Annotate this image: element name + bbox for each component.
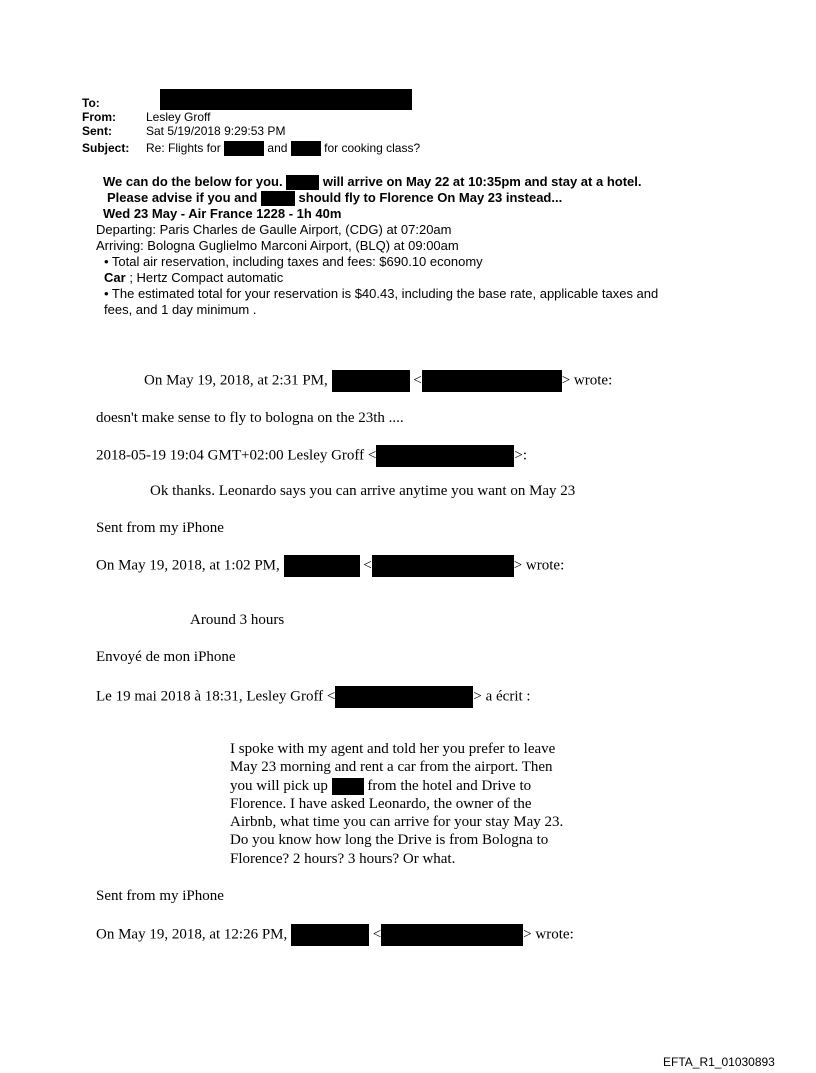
redaction-para xyxy=(332,778,364,795)
quote-header-2 xyxy=(96,445,527,467)
redaction-top-1 xyxy=(286,175,319,190)
from-label: From: xyxy=(82,110,116,124)
para-line-5: Airbnb, what time you can arrive for your stay May 23. xyxy=(230,814,564,831)
quote-1-wrote: > wrote: xyxy=(561,372,613,389)
para-line-6: Do you know how long the Drive is from Bologna to xyxy=(230,832,549,849)
quote-3-date: On May 19, 2018, at 1:02 PM, xyxy=(96,557,280,574)
top-line-2-b: should fly to Florence On May 23 instead... xyxy=(298,190,563,205)
redaction-to xyxy=(160,89,412,110)
quote-2-b: >: xyxy=(514,447,527,464)
message-2: Ok thanks. Leonardo says you can arrive anytime you want on May 23 xyxy=(150,483,576,499)
top-line-1-a: We can do the below for you. xyxy=(103,174,283,189)
quoted-paragraph xyxy=(230,740,600,868)
message-3: Around 3 hours xyxy=(190,612,285,628)
top-line-2 xyxy=(107,190,562,206)
sent-from-2: Sent from my iPhone xyxy=(96,888,224,904)
para-line-3-a: you will pick up xyxy=(230,777,328,794)
subject-text-b: and xyxy=(267,141,288,155)
quote-1-lt: < xyxy=(413,372,422,389)
subject-text-c: for cooking class? xyxy=(324,141,421,155)
quote-5-wrote: > wrote: xyxy=(523,926,574,943)
air-total-line: • Total air reservation, including taxes and fees: $690.10 economy xyxy=(104,254,483,269)
quote-3-lt: < xyxy=(363,557,372,574)
sent-label: Sent: xyxy=(82,124,112,138)
redaction-subject-1 xyxy=(224,141,264,156)
redaction-q1-email xyxy=(422,370,562,392)
quote-4-a: Le 19 mai 2018 à 18:31, Lesley Groff < xyxy=(96,688,336,705)
top-line-2-a: Please advise if you and xyxy=(107,190,258,205)
redaction-q3-name xyxy=(284,555,360,577)
para-line-1: I spoke with my agent and told her you prefer to leave xyxy=(230,741,556,757)
redaction-top-2 xyxy=(261,191,295,206)
flight-title: Wed 23 May - Air France 1228 - 1h 40m xyxy=(103,206,342,221)
quote-5-date: On May 19, 2018, at 12:26 PM, xyxy=(96,926,288,943)
para-line-7: Florence? 2 hours? 3 hours? Or what. xyxy=(230,850,456,867)
para-line-4: Florence. I have asked Leonardo, the owner of the xyxy=(230,795,532,812)
arriving-line: Arriving: Bologna Guglielmo Marconi Airport, (BLQ) at 09:00am xyxy=(96,238,459,253)
car-line xyxy=(104,270,283,286)
sent-from-1: Sent from my iPhone xyxy=(96,520,224,536)
email-header xyxy=(82,96,582,160)
quote-2-a: 2018-05-19 19:04 GMT+02:00 Lesley Groff < xyxy=(96,447,377,464)
redaction-q5-email xyxy=(381,924,523,946)
sent-value: Sat 5/19/2018 9:29:53 PM xyxy=(146,124,286,138)
car-total-line: • The estimated total for your reservation is $40.43, including the base rate, applicable taxes and xyxy=(104,286,659,301)
from-value: Lesley Groff xyxy=(146,110,211,124)
redaction-q4-email xyxy=(335,686,473,708)
message-1: doesn't make sense to fly to bologna on the 23th .... xyxy=(96,410,404,426)
subject-label: Subject: xyxy=(82,141,130,155)
document-id: EFTA_R1_01030893 xyxy=(663,1055,775,1069)
subject-value xyxy=(146,141,420,156)
top-line-1-b: will arrive on May 22 at 10:35pm and stay at a hotel. xyxy=(322,174,642,189)
redaction-q1-name xyxy=(332,370,410,392)
to-label: To: xyxy=(82,96,100,110)
redaction-q3-email xyxy=(372,555,514,577)
redaction-q5-name xyxy=(291,924,369,946)
redaction-q2-email xyxy=(376,445,514,467)
car-label: Car xyxy=(104,270,126,285)
quote-1-date: On May 19, 2018, at 2:31 PM, xyxy=(144,372,328,389)
quote-5-lt: < xyxy=(372,926,382,943)
subject-text-a: Re: Flights for xyxy=(146,141,221,155)
quote-header-4 xyxy=(96,686,531,708)
para-line-3 xyxy=(230,777,600,795)
top-line-1 xyxy=(103,174,641,190)
quote-header-3 xyxy=(96,555,564,577)
para-line-3-b: from the hotel and Drive to xyxy=(367,777,532,794)
para-line-2: May 23 morning and rent a car from the airport. Then xyxy=(230,759,553,776)
envoye-line: Envoyé de mon iPhone xyxy=(96,649,236,665)
quote-header-5 xyxy=(96,924,574,946)
quote-4-b: > a écrit : xyxy=(473,688,531,705)
quote-header-1 xyxy=(144,370,612,392)
car-value: ; Hertz Compact automatic xyxy=(129,270,284,285)
car-total-line-2: fees, and 1 day minimum . xyxy=(104,302,257,317)
quote-3-wrote: > wrote: xyxy=(513,557,565,574)
departing-line: Departing: Paris Charles de Gaulle Airport, (CDG) at 07:20am xyxy=(96,222,452,237)
redaction-subject-2 xyxy=(291,141,321,156)
